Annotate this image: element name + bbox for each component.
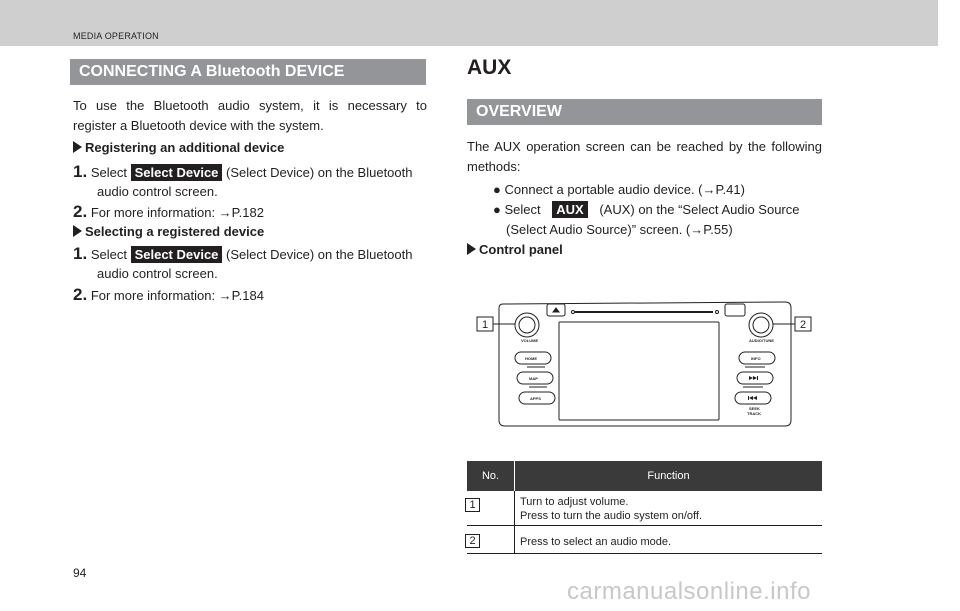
registering-step-1-line2: audio control screen. [97, 184, 218, 199]
step-text: For more information: →P.184 [90, 288, 264, 303]
subheading-selecting [73, 222, 264, 242]
step-number: 1. [73, 162, 88, 181]
registering-step-2 [73, 202, 264, 223]
step-text: Select [90, 165, 127, 180]
step-text: (Select Device) on the Bluetooth [226, 165, 413, 180]
arrow-right-icon [73, 141, 82, 153]
callout-2-number: 2 [800, 319, 807, 331]
bullet-icon: ● [493, 182, 501, 197]
volume-label: VOLUME [521, 338, 539, 343]
function-table-header [467, 461, 822, 491]
audio-tune-knob-inner [753, 317, 769, 333]
step-number: 2. [73, 202, 88, 221]
apps-label: APPS [530, 396, 541, 401]
eject-icon [553, 308, 559, 312]
track-label: TRACK [747, 411, 761, 416]
control-panel-illustration [475, 292, 815, 432]
table-column-divider [514, 491, 515, 554]
bullet-select-aux-line2: (Select Audio Source)” screen. (→P.55) [506, 222, 733, 237]
select-device-button: Select Device [131, 164, 223, 181]
row-number-box: 2 [465, 534, 480, 548]
info-label: INFO [751, 356, 761, 361]
table-row-divider [467, 525, 822, 526]
section-title-overview: OVERVIEW [476, 103, 562, 120]
row-function-line1: Turn to adjust volume. [520, 496, 629, 508]
prev-track-icon [748, 396, 757, 400]
bullet-connect-device [493, 180, 745, 200]
arrow-right-icon [467, 243, 476, 255]
slot-dot-right [716, 311, 719, 314]
home-label: HOME [525, 356, 537, 361]
slot-dot-left [572, 311, 575, 314]
seek-label: SEEK [749, 406, 760, 411]
selecting-step-1 [73, 244, 427, 265]
selecting-step-1-line2: audio control screen. [97, 266, 218, 281]
step-text: Select [90, 247, 127, 262]
bullet-text: Select [504, 202, 541, 217]
section-title-bar-overview [467, 99, 822, 125]
row-function-line1: Press to select an audio mode. [520, 536, 672, 548]
row-number-box: 1 [465, 498, 480, 512]
step-number: 2. [73, 285, 88, 304]
subheading-registering-text: Registering an additional device [85, 140, 285, 155]
step-number: 1. [73, 244, 88, 263]
map-label: MAP [529, 376, 538, 381]
subheading-selecting-text: Selecting a registered device [85, 224, 265, 239]
section-title-connecting: CONNECTING A Bluetooth DEVICE [79, 63, 345, 80]
table-row-divider [467, 553, 822, 554]
row-function-line2: Press to turn the audio system on/off. [520, 510, 703, 522]
audio-tune-label: AUDIO/TUNE [749, 338, 774, 343]
tune-menu-button [725, 304, 745, 316]
subheading-control-panel-text: Control panel [479, 242, 563, 257]
page-number: 94 [73, 566, 87, 580]
right-intro-line2: methods: [467, 159, 521, 174]
header-title: MEDIA OPERATION [73, 31, 159, 41]
left-intro-line1: To use the Bluetooth audio system, it is necessary to [73, 98, 427, 113]
select-device-button: Select Device [131, 246, 223, 263]
subheading-control-panel [467, 240, 563, 260]
right-intro-line1: The AUX operation screen can be reached by the following [467, 139, 822, 154]
volume-knob-inner [519, 317, 535, 333]
arrow-right-icon [73, 225, 82, 237]
aux-title: AUX [467, 56, 512, 79]
watermark: carmanualsonline.info [567, 578, 811, 605]
table-header-function: Function [647, 470, 690, 482]
table-header-no: No. [481, 470, 500, 482]
step-text: For more information: →P.182 [90, 205, 264, 220]
panel-display [559, 322, 719, 420]
selecting-step-2 [73, 285, 264, 306]
next-track-icon [749, 376, 758, 380]
section-title-bar-connecting [70, 59, 426, 85]
bullet-select-aux [493, 200, 822, 220]
bullet-icon: ● [493, 202, 501, 217]
left-intro-line2: register a Bluetooth device with the system. [73, 118, 324, 133]
bullet-text: Connect a portable audio device. (→P.41) [504, 182, 745, 197]
step-text: (Select Device) on the Bluetooth [226, 247, 413, 262]
aux-button: AUX [552, 201, 587, 218]
bullet-text: (AUX) on the “Select Audio Source [599, 202, 800, 217]
registering-step-1 [73, 162, 427, 183]
subheading-registering [73, 138, 284, 158]
callout-1-number: 1 [482, 319, 489, 331]
